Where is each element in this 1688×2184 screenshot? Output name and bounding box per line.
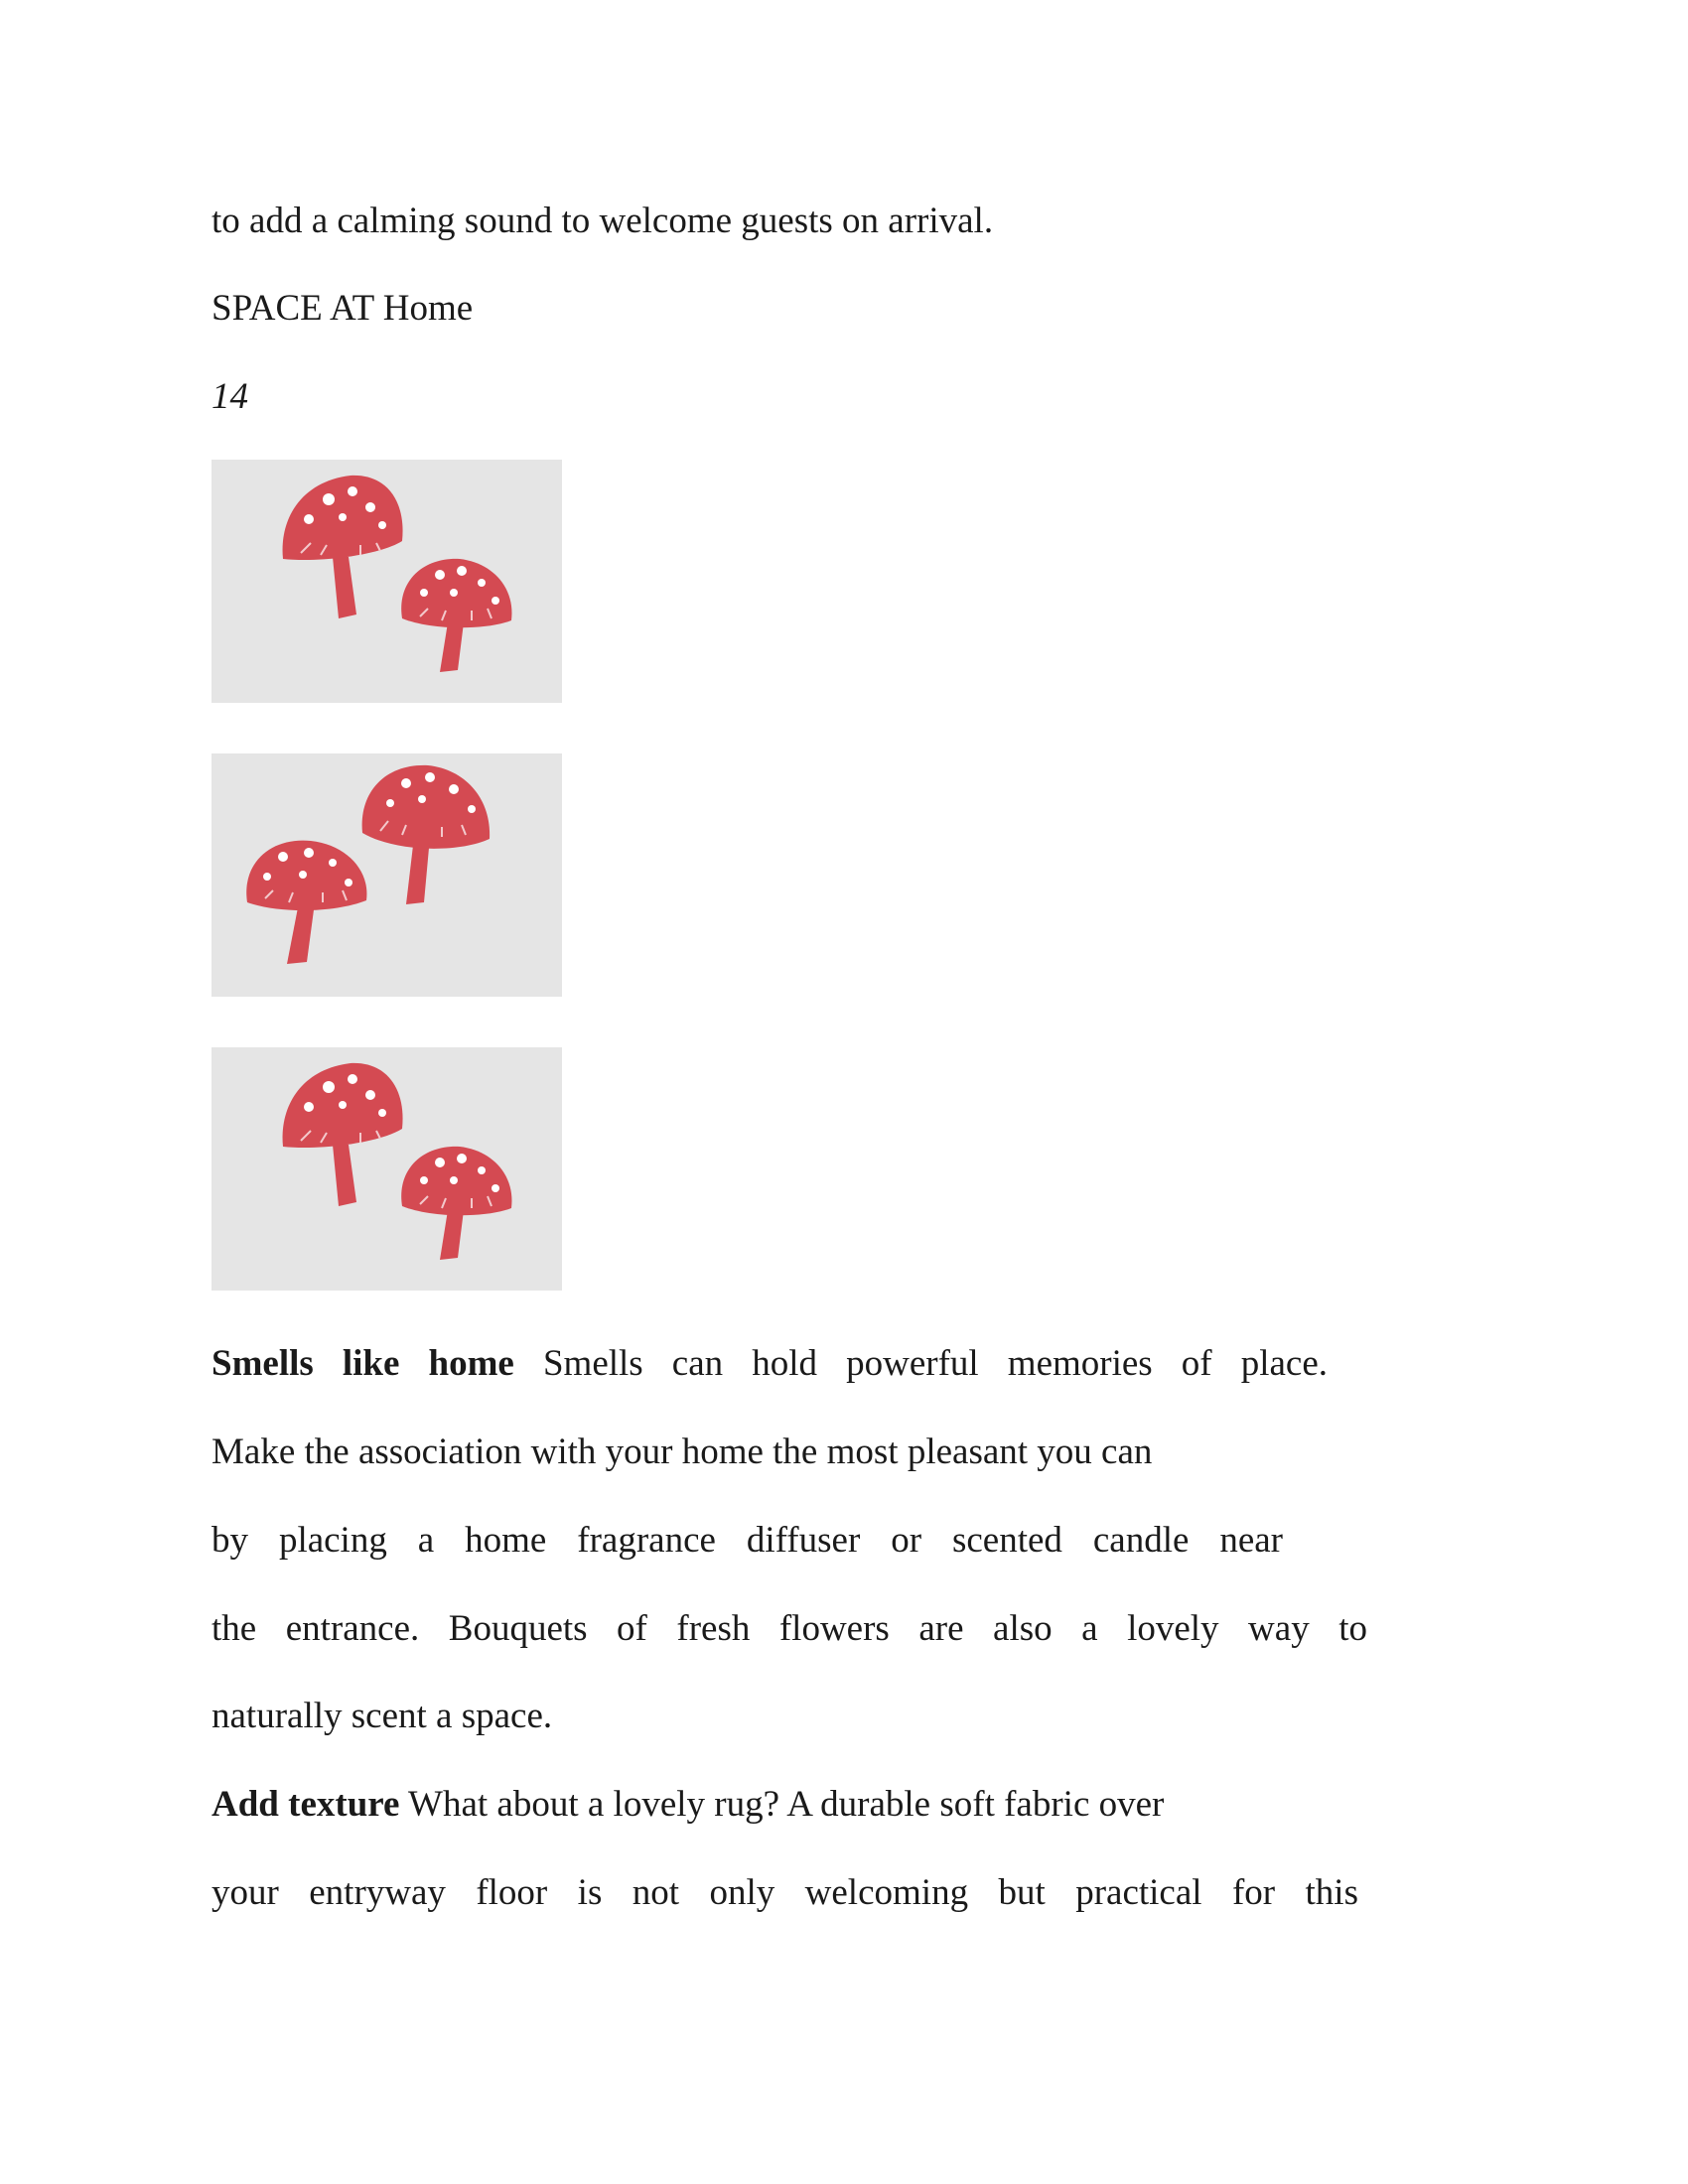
smells-line-2: Make the association with your home the most pleasant you can bbox=[211, 1432, 1153, 1472]
mushroom-pair-icon bbox=[211, 1047, 562, 1291]
mushroom-pair-icon bbox=[211, 753, 562, 997]
mushroom-image-3 bbox=[211, 1047, 562, 1291]
smells-heading: Smells like home bbox=[211, 1343, 514, 1384]
mushroom-image-1 bbox=[211, 460, 562, 703]
page-number: 14 bbox=[211, 376, 248, 417]
body-line-1: to add a calming sound to welcome guests on arrival. bbox=[211, 201, 994, 241]
texture-line-1 bbox=[211, 1783, 1164, 1827]
smells-line-3: by placing a home fragrance diffuser or scented candle near bbox=[211, 1520, 1283, 1561]
smells-line-4: the entrance. Bouquets of fresh flowers are also a lovely way to bbox=[211, 1608, 1367, 1649]
mushroom-pair-icon bbox=[211, 460, 562, 703]
section-title: SPACE AT Home bbox=[211, 288, 474, 329]
smells-line-5: naturally scent a space. bbox=[211, 1696, 553, 1736]
smells-text-1: Smells can hold powerful memories of place. bbox=[542, 1343, 1329, 1384]
texture-heading: Add texture bbox=[211, 1784, 400, 1825]
texture-text-1: What about a lovely rug? A durable soft fabric over bbox=[408, 1784, 1165, 1825]
texture-line-2: your entryway floor is not only welcoming but practical for this bbox=[211, 1872, 1358, 1913]
mushroom-image-2 bbox=[211, 753, 562, 997]
smells-line-1 bbox=[211, 1342, 1328, 1386]
